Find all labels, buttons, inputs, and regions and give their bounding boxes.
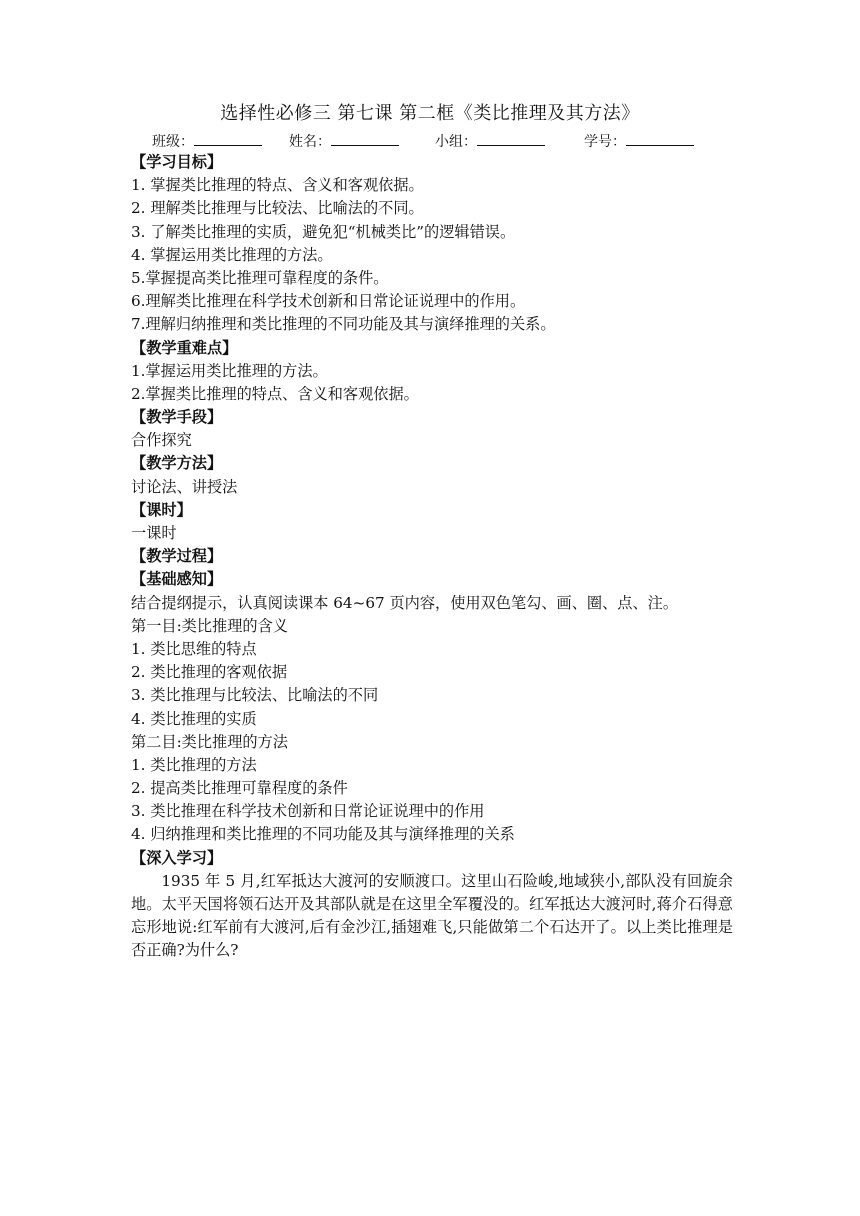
goal-item: 1. 掌握类比推理的特点、含义和客观依据。 xyxy=(131,176,424,195)
part2-item: 3. 类比推理在科学技术创新和日常论证说理中的作用 xyxy=(131,802,485,821)
goal-item: 2. 理解类比推理与比较法、比喻法的不同。 xyxy=(131,199,424,218)
name-label: 姓名： xyxy=(289,134,331,150)
goal-item: 4. 掌握运用类比推理的方法。 xyxy=(131,245,333,264)
part1-item: 1. 类比思维的特点 xyxy=(131,639,257,658)
document-body xyxy=(131,151,733,963)
key-points-heading: 【教学重难点】 xyxy=(131,338,238,357)
goal-item: 7.理解归纳推理和类比推理的不同功能及其与演绎推理的关系。 xyxy=(131,315,556,334)
basics-heading: 【基础感知】 xyxy=(131,570,223,589)
group-label: 小组： xyxy=(435,134,477,150)
methods-heading: 【教学方法】 xyxy=(131,454,223,473)
number-field xyxy=(584,130,694,152)
part2-title: 第二目:类比推理的方法 xyxy=(131,732,288,751)
name-blank[interactable] xyxy=(331,130,399,146)
deep-paragraph: 1935 年 5 月,红军抵达大渡河的安顺渡口。这里山石险峻,地域狭小,部队没有回旋余地。太平天国将领石达开及其部队就是在这里全军覆没的。红军抵达大渡河时,蒋介石得意忘形地说:红军前有大渡河,后有金沙江,插翅难飞,只能做第二个石达开了。以上类比推理是否正确?为什么? xyxy=(131,871,733,960)
number-blank[interactable] xyxy=(626,130,694,146)
means-heading: 【教学手段】 xyxy=(131,408,223,427)
part2-item: 1. 类比推理的方法 xyxy=(131,755,257,774)
name-field xyxy=(289,130,399,152)
part1-item: 3. 类比推理与比较法、比喻法的不同 xyxy=(131,686,379,705)
class-label: 班级： xyxy=(152,134,194,150)
hours-text: 一课时 xyxy=(131,524,177,542)
class-field xyxy=(152,130,262,152)
goal-item: 5.掌握提高类比推理可靠程度的条件。 xyxy=(131,268,389,287)
group-blank[interactable] xyxy=(477,130,545,146)
goals-heading: 【学习目标】 xyxy=(131,153,223,171)
means-text: 合作探究 xyxy=(131,431,192,450)
class-blank[interactable] xyxy=(194,130,262,146)
number-label: 学号： xyxy=(584,134,626,150)
part1-item: 2. 类比推理的客观依据 xyxy=(131,663,288,682)
part2-item: 2. 提高类比推理可靠程度的条件 xyxy=(131,779,348,798)
methods-text: 讨论法、讲授法 xyxy=(131,477,238,496)
part1-title: 第一目:类比推理的含义 xyxy=(131,616,288,635)
hours-heading: 【课时】 xyxy=(131,500,192,519)
basics-intro: 结合提纲提示，认真阅读课本 64~67 页内容，使用双色笔勾、画、圈、点、注。 xyxy=(131,593,679,612)
part2-item: 4. 归纳推理和类比推理的不同功能及其与演绎推理的关系 xyxy=(131,825,515,844)
part1-item: 4. 类比推理的实质 xyxy=(131,709,257,728)
process-heading: 【教学过程】 xyxy=(131,547,223,566)
page-title: 选择性必修三 第七课 第二框《类比推理及其方法》 xyxy=(220,103,640,124)
group-field xyxy=(435,130,545,152)
deep-heading: 【深入学习】 xyxy=(131,848,223,867)
key-point-item: 1.掌握运用类比推理的方法。 xyxy=(131,361,328,380)
goal-item: 3. 了解类比推理的实质，避免犯“机械类比”的逻辑错误。 xyxy=(131,222,516,241)
goal-item: 6.理解类比推理在科学技术创新和日常论证说理中的作用。 xyxy=(131,292,526,311)
key-point-item: 2.掌握类比推理的特点、含义和客观依据。 xyxy=(131,384,419,403)
